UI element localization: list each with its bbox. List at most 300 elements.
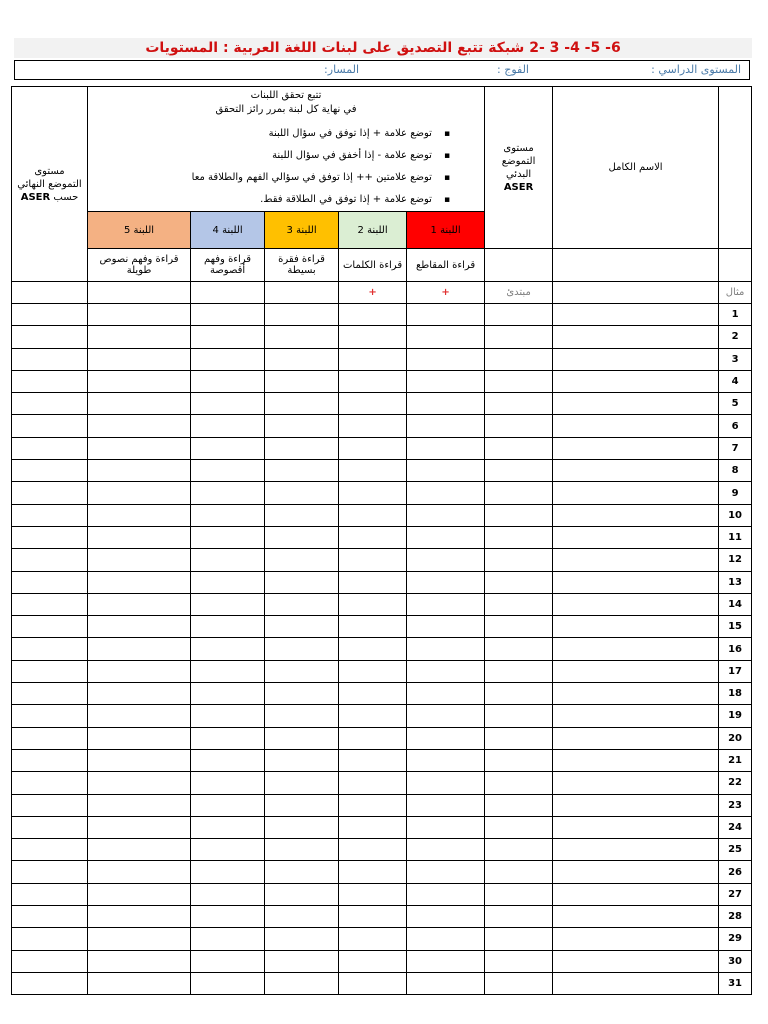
brick-2-cell[interactable] [339,950,407,972]
final-level-cell[interactable] [12,906,88,928]
student-row [12,772,752,794]
initial-level-cell[interactable] [485,816,553,838]
brick-1-cell[interactable] [407,571,485,593]
brick-2-cell[interactable] [339,348,407,370]
brick-3-cell[interactable] [265,749,339,771]
initial-level-cell[interactable] [485,549,553,571]
student-row [12,526,752,548]
final-level-cell[interactable] [12,549,88,571]
brick-4-cell[interactable] [191,304,265,326]
brick-1-cell[interactable] [407,660,485,682]
row-number: 24 [719,816,752,838]
brick-3-cell[interactable] [265,415,339,437]
brick-5-cell[interactable] [88,571,191,593]
brick-5-cell[interactable] [88,304,191,326]
student-row [12,348,752,370]
name-cell[interactable] [553,638,719,660]
initial-level-cell[interactable] [485,571,553,593]
brick-1-cell[interactable] [407,705,485,727]
name-cell[interactable] [553,393,719,415]
brick-2-header: اللبنة 2 [339,212,407,249]
final-placement-hasb: حسب [53,191,79,203]
name-cell[interactable] [553,504,719,526]
name-cell[interactable] [553,348,719,370]
row-number: 5 [719,393,752,415]
example-final-cell[interactable] [12,282,88,304]
brick-1-skill: قراءة المقاطع [407,249,485,282]
brick-5-cell[interactable] [88,504,191,526]
brick-3-cell[interactable] [265,928,339,950]
initial-level-cell[interactable] [485,616,553,638]
brick-5-cell[interactable] [88,794,191,816]
brick-5-cell[interactable] [88,437,191,459]
brick-1-cell[interactable] [407,928,485,950]
brick-2-cell[interactable] [339,616,407,638]
brick-2-cell[interactable] [339,861,407,883]
name-cell[interactable] [553,950,719,972]
brick-4-cell[interactable] [191,571,265,593]
brick-4-cell[interactable] [191,526,265,548]
brick-4-cell[interactable] [191,660,265,682]
initial-level-cell[interactable] [485,304,553,326]
row-number: 14 [719,593,752,615]
brick-3-cell[interactable] [265,526,339,548]
initial-aser-text: ASER [503,181,534,193]
row-number: 30 [719,950,752,972]
initial-level-cell[interactable] [485,906,553,928]
brick-3-cell[interactable] [265,660,339,682]
brick-3-cell[interactable] [265,638,339,660]
final-level-cell[interactable] [12,660,88,682]
name-cell[interactable] [553,906,719,928]
document-title: 6- 5- 4- 3 -2 شبكة تتبع التصديق على لبنات اللغة العربية : المستويات [145,40,621,56]
row-number: 2 [719,326,752,348]
student-row [12,794,752,816]
brick-1-cell[interactable] [407,549,485,571]
brick-2-cell[interactable] [339,415,407,437]
brick-4-cell[interactable] [191,593,265,615]
brick-3-cell[interactable] [265,883,339,905]
brick-4-cell[interactable] [191,906,265,928]
brick-3-cell[interactable] [265,861,339,883]
initial-level-cell[interactable] [485,972,553,994]
row-number: 31 [719,972,752,994]
brick-2-cell[interactable] [339,928,407,950]
row-number: 29 [719,928,752,950]
brick-3-cell[interactable] [265,816,339,838]
initial-level-cell[interactable] [485,928,553,950]
brick-4-cell[interactable] [191,437,265,459]
initial-level-cell[interactable] [485,683,553,705]
initial-level-cell[interactable] [485,638,553,660]
brick-2-cell[interactable] [339,749,407,771]
brick-4-cell[interactable] [191,794,265,816]
student-row [12,727,752,749]
final-placement-line2: التموضع النهائي [17,178,82,190]
name-cell[interactable] [553,526,719,548]
brick-1-cell[interactable] [407,482,485,504]
row-number: 4 [719,370,752,392]
name-cell[interactable] [553,593,719,615]
brick-5-cell[interactable] [88,549,191,571]
brick-2-cell[interactable] [339,437,407,459]
final-level-cell[interactable] [12,683,88,705]
initial-level-cell[interactable] [485,460,553,482]
brick-3-cell[interactable] [265,727,339,749]
brick-1-cell[interactable] [407,727,485,749]
brick-5-cell[interactable] [88,593,191,615]
initial-level-cell[interactable] [485,437,553,459]
brick-3-cell[interactable] [265,950,339,972]
name-cell[interactable] [553,772,719,794]
initial-level-cell[interactable] [485,883,553,905]
brick-2-cell[interactable] [339,593,407,615]
brick-2-cell[interactable] [339,794,407,816]
brick-1-cell[interactable] [407,906,485,928]
name-cell[interactable] [553,749,719,771]
final-level-cell[interactable] [12,415,88,437]
final-level-cell[interactable] [12,772,88,794]
brick-4-header: اللبنة 4 [191,212,265,249]
brick-3-cell[interactable] [265,571,339,593]
brick-5-cell[interactable] [88,749,191,771]
brick-2-cell[interactable] [339,393,407,415]
final-level-cell[interactable] [12,839,88,861]
brick-3-cell[interactable] [265,437,339,459]
final-level-cell[interactable] [12,460,88,482]
final-level-cell[interactable] [12,504,88,526]
brick-1-cell[interactable] [407,326,485,348]
name-cell[interactable] [553,705,719,727]
brick-4-cell[interactable] [191,705,265,727]
brick-2-cell[interactable] [339,571,407,593]
brick-1-cell[interactable] [407,370,485,392]
brick-3-cell[interactable] [265,549,339,571]
brick-3-cell[interactable] [265,393,339,415]
initial-level-cell[interactable] [485,482,553,504]
brick-2-cell[interactable] [339,526,407,548]
name-cell[interactable] [553,972,719,994]
final-level-cell[interactable] [12,593,88,615]
final-level-cell[interactable] [12,928,88,950]
initial-level-cell[interactable] [485,794,553,816]
final-level-cell[interactable] [12,727,88,749]
final-level-cell[interactable] [12,861,88,883]
row-number: 6 [719,415,752,437]
brick-1-cell[interactable] [407,861,485,883]
brick-5-cell[interactable] [88,772,191,794]
student-row [12,660,752,682]
brick-1-cell[interactable] [407,304,485,326]
number-header-cell [719,87,752,249]
brick-5-cell[interactable] [88,638,191,660]
name-cell[interactable] [553,794,719,816]
student-row [12,883,752,905]
brick-1-cell[interactable] [407,972,485,994]
name-cell[interactable] [553,437,719,459]
brick-4-cell[interactable] [191,950,265,972]
brick-5-cell[interactable] [88,348,191,370]
row-number: 28 [719,906,752,928]
brick-5-cell[interactable] [88,370,191,392]
brick-2-cell[interactable] [339,482,407,504]
brick-1-cell[interactable] [407,593,485,615]
student-row [12,861,752,883]
name-cell[interactable] [553,370,719,392]
initial-level-cell[interactable] [485,727,553,749]
final-level-cell[interactable] [12,348,88,370]
name-cell[interactable] [553,839,719,861]
initial-level-cell[interactable] [485,861,553,883]
brick-4-cell[interactable] [191,861,265,883]
final-level-cell[interactable] [12,482,88,504]
final-level-cell[interactable] [12,816,88,838]
row-number: 19 [719,705,752,727]
brick-5-cell[interactable] [88,660,191,682]
name-cell[interactable] [553,482,719,504]
initial-level-cell[interactable] [485,393,553,415]
brick-5-cell[interactable] [88,928,191,950]
student-row [12,950,752,972]
brick-4-cell[interactable] [191,504,265,526]
final-level-cell[interactable] [12,526,88,548]
initial-placement-line1: مستوى [503,142,534,154]
brick-3-cell[interactable] [265,482,339,504]
brick-2-cell[interactable] [339,839,407,861]
row-number: 10 [719,504,752,526]
initial-level-cell[interactable] [485,326,553,348]
brick-2-cell[interactable] [339,883,407,905]
name-cell[interactable] [553,660,719,682]
brick-5-cell[interactable] [88,705,191,727]
brick-4-cell[interactable] [191,326,265,348]
initial-level-cell[interactable] [485,660,553,682]
brick-4-cell[interactable] [191,370,265,392]
brick-5-header: اللبنة 5 [88,212,191,249]
final-level-cell[interactable] [12,370,88,392]
initial-level-cell[interactable] [485,415,553,437]
full-name-header: الاسم الكامل [553,87,719,249]
brick-3-cell[interactable] [265,972,339,994]
brick-3-cell[interactable] [265,370,339,392]
initial-level-cell[interactable] [485,839,553,861]
name-cell[interactable] [553,616,719,638]
final-level-cell[interactable] [12,437,88,459]
brick-3-cell[interactable] [265,772,339,794]
group-label: الفوج : [497,63,529,76]
brick-2-cell[interactable] [339,549,407,571]
brick-3-cell[interactable] [265,705,339,727]
example-name-cell[interactable] [553,282,719,304]
initial-level-cell[interactable] [485,705,553,727]
brick-5-cell[interactable] [88,883,191,905]
example-brick-4-cell[interactable] [191,282,265,304]
brick-5-cell[interactable] [88,950,191,972]
brick-4-cell[interactable] [191,549,265,571]
student-row [12,638,752,660]
initial-level-cell[interactable] [485,370,553,392]
brick-1-cell[interactable] [407,794,485,816]
example-brick-2-mark: + [339,282,407,304]
name-cell[interactable] [553,304,719,326]
instructions-cell [88,87,485,212]
brick-4-cell[interactable] [191,839,265,861]
brick-5-cell[interactable] [88,526,191,548]
final-level-cell[interactable] [12,304,88,326]
initial-level-cell[interactable] [485,593,553,615]
final-level-cell[interactable] [12,972,88,994]
initial-level-cell[interactable] [485,526,553,548]
brick-2-cell[interactable] [339,326,407,348]
brick-5-cell[interactable] [88,482,191,504]
brick-2-cell[interactable] [339,705,407,727]
brick-3-cell[interactable] [265,304,339,326]
brick-2-cell[interactable] [339,727,407,749]
final-level-cell[interactable] [12,749,88,771]
name-cell[interactable] [553,928,719,950]
name-cell[interactable] [553,415,719,437]
student-row [12,460,752,482]
final-level-cell[interactable] [12,638,88,660]
brick-2-cell[interactable] [339,972,407,994]
brick-2-cell[interactable] [339,906,407,928]
example-label: مثال [719,282,752,304]
final-level-cell[interactable] [12,883,88,905]
instructions-title: تتبع تحقق اللبنات [250,90,322,101]
brick-1-cell[interactable] [407,616,485,638]
brick-5-cell[interactable] [88,460,191,482]
brick-1-cell[interactable] [407,950,485,972]
name-cell[interactable] [553,861,719,883]
brick-1-cell[interactable] [407,638,485,660]
brick-1-cell[interactable] [407,683,485,705]
brick-4-cell[interactable] [191,482,265,504]
final-level-cell[interactable] [12,326,88,348]
name-cell[interactable] [553,460,719,482]
initial-level-cell[interactable] [485,950,553,972]
brick-4-cell[interactable] [191,348,265,370]
brick-4-cell[interactable] [191,393,265,415]
brick-4-cell[interactable] [191,883,265,905]
brick-4-cell[interactable] [191,683,265,705]
brick-4-skill: قراءة وفهم أقصوصة [191,249,265,282]
brick-1-cell[interactable] [407,393,485,415]
name-cell[interactable] [553,571,719,593]
name-cell[interactable] [553,727,719,749]
brick-2-cell[interactable] [339,816,407,838]
brick-1-cell[interactable] [407,772,485,794]
brick-4-cell[interactable] [191,638,265,660]
brick-1-cell[interactable] [407,415,485,437]
brick-1-header: اللبنة 1 [407,212,485,249]
brick-4-cell[interactable] [191,772,265,794]
brick-4-cell[interactable] [191,816,265,838]
example-brick-5-cell[interactable] [88,282,191,304]
initial-level-cell[interactable] [485,749,553,771]
brick-4-cell[interactable] [191,972,265,994]
brick-3-cell[interactable] [265,348,339,370]
brick-1-cell[interactable] [407,749,485,771]
example-brick-3-cell[interactable] [265,282,339,304]
brick-1-cell[interactable] [407,816,485,838]
brick-3-cell[interactable] [265,683,339,705]
brick-2-cell[interactable] [339,638,407,660]
brick-2-cell[interactable] [339,504,407,526]
row-number: 20 [719,727,752,749]
brick-5-cell[interactable] [88,415,191,437]
brick-2-cell[interactable] [339,660,407,682]
brick-5-cell[interactable] [88,616,191,638]
brick-3-cell[interactable] [265,794,339,816]
brick-1-cell[interactable] [407,437,485,459]
brick-3-cell[interactable] [265,839,339,861]
name-cell[interactable] [553,816,719,838]
brick-3-cell[interactable] [265,460,339,482]
name-cell[interactable] [553,326,719,348]
final-placement-line3 [12,191,87,204]
name-cell[interactable] [553,883,719,905]
brick-4-cell[interactable] [191,460,265,482]
brick-1-cell[interactable] [407,460,485,482]
final-level-cell[interactable] [12,794,88,816]
brick-2-cell[interactable] [339,370,407,392]
row-number: 17 [719,660,752,682]
track-label: المسار: [324,63,359,76]
brick-5-cell[interactable] [88,972,191,994]
brick-5-cell[interactable] [88,839,191,861]
brick-5-cell[interactable] [88,683,191,705]
final-level-cell[interactable] [12,950,88,972]
final-level-cell[interactable] [12,393,88,415]
initial-level-cell[interactable] [485,504,553,526]
brick-3-cell[interactable] [265,906,339,928]
brick-4-cell[interactable] [191,749,265,771]
student-row [12,816,752,838]
name-cell[interactable] [553,549,719,571]
brick-2-cell[interactable] [339,683,407,705]
brick-2-cell[interactable] [339,772,407,794]
brick-5-cell[interactable] [88,393,191,415]
skills-row [12,249,752,282]
brick-3-cell[interactable] [265,593,339,615]
final-level-cell[interactable] [12,571,88,593]
brick-3-cell[interactable] [265,504,339,526]
initial-level-cell[interactable] [485,348,553,370]
brick-1-cell[interactable] [407,883,485,905]
brick-4-cell[interactable] [191,616,265,638]
brick-1-cell[interactable] [407,839,485,861]
brick-5-cell[interactable] [88,326,191,348]
brick-4-cell[interactable] [191,415,265,437]
brick-5-cell[interactable] [88,816,191,838]
brick-3-cell[interactable] [265,616,339,638]
name-cell[interactable] [553,683,719,705]
initial-level-cell[interactable] [485,772,553,794]
brick-2-cell[interactable] [339,460,407,482]
brick-1-cell[interactable] [407,504,485,526]
brick-4-cell[interactable] [191,928,265,950]
brick-5-cell[interactable] [88,727,191,749]
brick-5-cell[interactable] [88,861,191,883]
brick-2-cell[interactable] [339,304,407,326]
final-level-cell[interactable] [12,705,88,727]
brick-1-cell[interactable] [407,348,485,370]
brick-4-cell[interactable] [191,727,265,749]
brick-1-cell[interactable] [407,526,485,548]
brick-5-cell[interactable] [88,906,191,928]
brick-3-cell[interactable] [265,326,339,348]
final-level-cell[interactable] [12,616,88,638]
